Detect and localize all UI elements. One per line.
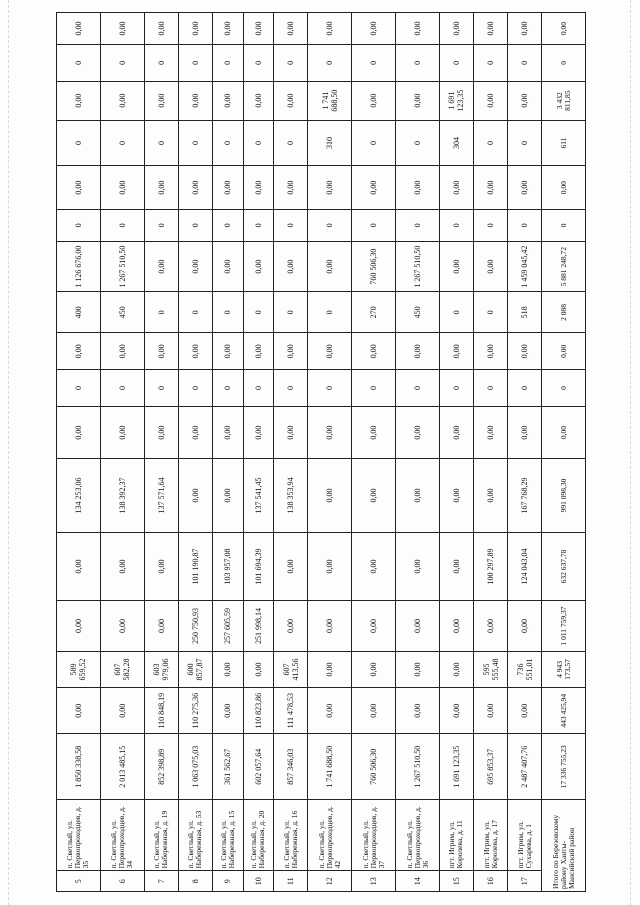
row-value: 0,00 — [100, 688, 144, 734]
row-value: 400 — [57, 292, 101, 333]
row-value: 1 267 510,50 — [396, 241, 440, 291]
row-value: 0,00 — [243, 406, 274, 459]
row-value: 0,00 — [396, 459, 440, 532]
row-address: п. Светлый, ул. Первопроходцев, д. 36 — [396, 800, 440, 871]
row-value: 0,00 — [274, 406, 308, 459]
row-value: 0 — [352, 209, 396, 241]
row-value: 0 — [144, 292, 178, 333]
row-value: 0,00 — [57, 406, 101, 459]
row-value: 589 659,52 — [57, 651, 101, 688]
row-value: 0,00 — [508, 13, 542, 45]
row-value: 0 — [352, 45, 396, 82]
row-value: 0,00 — [352, 688, 396, 734]
row-value: 0,00 — [352, 651, 396, 688]
row-value: 0 — [144, 370, 178, 407]
total-value: 1 011 759,37 — [542, 601, 586, 651]
row-address: п. Светлый, ул. Набережная, д. 53 — [178, 800, 212, 871]
row-value: 0,00 — [274, 166, 308, 209]
row-value: 0,00 — [308, 241, 352, 291]
row-value: 0,00 — [144, 241, 178, 291]
row-index: 10 — [243, 871, 274, 892]
row-value: 0,00 — [57, 601, 101, 651]
row-index: 9 — [212, 871, 243, 892]
row-value: 0,00 — [396, 13, 440, 45]
row-value: 0,00 — [100, 406, 144, 459]
row-value: 0 — [178, 45, 212, 82]
row-value: 0,00 — [178, 406, 212, 459]
row-value: 110 848,19 — [144, 688, 178, 734]
row-value: 270 — [352, 292, 396, 333]
row-value: 250 750,93 — [178, 601, 212, 651]
row-value: 450 — [396, 292, 440, 333]
row-value: 0,00 — [396, 688, 440, 734]
row-value: 0,00 — [178, 166, 212, 209]
row-value: 2 013 485,15 — [100, 734, 144, 800]
row-value: 137 541,45 — [243, 459, 274, 532]
row-value: 0,00 — [178, 13, 212, 45]
row-value: 760 506,30 — [352, 734, 396, 800]
row-value: 0 — [243, 292, 274, 333]
row-value: 0,00 — [144, 333, 178, 370]
row-value: 0 — [274, 292, 308, 333]
row-value: 0,00 — [352, 459, 396, 532]
row-value: 0,00 — [439, 532, 473, 601]
row-value: 0 — [439, 370, 473, 407]
total-value: 0,00 — [542, 166, 586, 209]
row-value: 310 — [308, 120, 352, 166]
row-index: 11 — [274, 871, 308, 892]
row-value: 450 — [100, 292, 144, 333]
row-value: 0 — [439, 292, 473, 333]
row-value: 0,00 — [274, 532, 308, 601]
row-value: 137 571,64 — [144, 459, 178, 532]
row-value: 0,00 — [352, 166, 396, 209]
row-value: 595 555,48 — [473, 651, 507, 688]
row-value: 0 — [508, 120, 542, 166]
row-value: 0,00 — [439, 651, 473, 688]
row-value: 760 506,30 — [352, 241, 396, 291]
row-value: 0,00 — [144, 81, 178, 120]
row-value: 0 — [212, 370, 243, 407]
total-value: 2 088 — [542, 292, 586, 333]
row-value: 0,00 — [212, 688, 243, 734]
row-value: 0,00 — [439, 13, 473, 45]
table-row — [352, 13, 396, 892]
row-value: 0,00 — [396, 406, 440, 459]
row-value: 0 — [274, 209, 308, 241]
row-value: 0,00 — [212, 406, 243, 459]
total-value: 0,00 — [542, 406, 586, 459]
row-value: 0,00 — [144, 166, 178, 209]
row-value: 0,00 — [57, 688, 101, 734]
row-value: 0,00 — [308, 601, 352, 651]
row-value: 0 — [308, 209, 352, 241]
row-value: 0,00 — [473, 601, 507, 651]
row-value: 0,00 — [308, 166, 352, 209]
row-value: 0,00 — [274, 81, 308, 120]
row-value: 0 — [508, 45, 542, 82]
row-address: п. Светлый, ул. Набережная, д. 16 — [274, 800, 308, 871]
row-value: 0,00 — [308, 532, 352, 601]
row-value: 1 126 676,00 — [57, 241, 101, 291]
table-row — [144, 13, 178, 892]
row-value: 0 — [243, 45, 274, 82]
row-value: 603 979,06 — [144, 651, 178, 688]
row-address: пгт. Игрим, ул. Королева, д. 11 — [439, 800, 473, 871]
row-value: 0 — [243, 209, 274, 241]
total-value: 443 425,94 — [542, 688, 586, 734]
row-address: п. Светлый, ул. Набережная, д. 20 — [243, 800, 274, 871]
row-index: 12 — [308, 871, 352, 892]
row-address: пгт. Игрим, ул. Сухарева, д. 1 — [508, 800, 542, 871]
row-value: 0 — [396, 370, 440, 407]
row-value: 0,00 — [396, 532, 440, 601]
row-value: 134 253,06 — [57, 459, 101, 532]
row-value: 0,00 — [274, 333, 308, 370]
table-body — [57, 13, 586, 892]
total-value: 0 — [542, 370, 586, 407]
row-value: 0,00 — [243, 333, 274, 370]
row-value: 1 459 045,42 — [508, 241, 542, 291]
row-value: 0 — [473, 370, 507, 407]
table-row — [100, 13, 144, 892]
row-value: 0 — [212, 120, 243, 166]
table-row — [274, 13, 308, 892]
row-value: 0 — [308, 45, 352, 82]
total-value: 5 881 248,72 — [542, 241, 586, 291]
row-value: 0,00 — [352, 406, 396, 459]
row-value: 0,00 — [57, 333, 101, 370]
row-value: 0 — [274, 120, 308, 166]
row-value: 0,00 — [212, 651, 243, 688]
row-value: 0,00 — [439, 166, 473, 209]
row-value: 0,00 — [144, 13, 178, 45]
table-row — [439, 13, 473, 892]
row-value: 101 694,39 — [243, 532, 274, 601]
row-value: 0 — [508, 370, 542, 407]
row-value: 0,00 — [439, 459, 473, 532]
row-value: 124 043,04 — [508, 532, 542, 601]
row-value: 607 582,28 — [100, 651, 144, 688]
row-value: 0,00 — [439, 333, 473, 370]
table-row — [178, 13, 212, 892]
row-value: 0,00 — [352, 532, 396, 601]
row-value: 0,00 — [396, 166, 440, 209]
row-value: 0,00 — [212, 81, 243, 120]
total-value: 0,00 — [542, 333, 586, 370]
row-value: 0,00 — [144, 601, 178, 651]
row-value: 0,00 — [352, 81, 396, 120]
scan-edge-right — [630, 0, 632, 905]
row-value: 1 741 688,50 — [308, 81, 352, 120]
total-value: 3 432 811,85 — [542, 81, 586, 120]
row-value: 0,00 — [473, 333, 507, 370]
row-value: 0 — [439, 209, 473, 241]
row-value: 0 — [473, 45, 507, 82]
total-value: 991 098,30 — [542, 459, 586, 532]
row-value: 0,00 — [212, 459, 243, 532]
row-value: 0,00 — [100, 13, 144, 45]
table-row — [473, 13, 507, 892]
row-value: 103 957,08 — [212, 532, 243, 601]
row-value: 0,00 — [144, 406, 178, 459]
row-value: 518 — [508, 292, 542, 333]
row-value: 0,00 — [508, 601, 542, 651]
row-value: 0,00 — [144, 532, 178, 601]
row-address: п. Светлый, ул. Первопроходцев, д. 34 — [100, 800, 144, 871]
row-value: 0,00 — [396, 651, 440, 688]
row-value: 0,00 — [352, 601, 396, 651]
row-value: 0,00 — [308, 13, 352, 45]
row-value: 0 — [212, 209, 243, 241]
row-value: 0,00 — [473, 81, 507, 120]
row-value: 0 — [144, 120, 178, 166]
total-value: 632 637,78 — [542, 532, 586, 601]
row-index: 8 — [178, 871, 212, 892]
row-value: 0,00 — [100, 81, 144, 120]
row-value: 0 — [100, 45, 144, 82]
row-index: 5 — [57, 871, 101, 892]
row-value: 1 267 510,50 — [396, 734, 440, 800]
row-value: 1 691 123,35 — [439, 734, 473, 800]
row-value: 0,00 — [352, 13, 396, 45]
row-value: 1 063 075,03 — [178, 734, 212, 800]
row-value: 0 — [308, 370, 352, 407]
row-value: 0,00 — [57, 13, 101, 45]
row-value: 0 — [439, 45, 473, 82]
row-value: 0 — [212, 45, 243, 82]
row-value: 0,00 — [212, 166, 243, 209]
table-row — [396, 13, 440, 892]
row-value: 167 768,29 — [508, 459, 542, 532]
row-value: 138 353,94 — [274, 459, 308, 532]
total-value: 0 — [542, 45, 586, 82]
total-row — [542, 13, 586, 892]
row-value: 0 — [178, 120, 212, 166]
row-value: 0,00 — [212, 241, 243, 291]
row-value: 1 741 688,50 — [308, 734, 352, 800]
row-value: 0,00 — [243, 651, 274, 688]
row-value: 0,00 — [396, 81, 440, 120]
row-value: 0,00 — [274, 601, 308, 651]
row-value: 0 — [178, 292, 212, 333]
scan-edge-left — [8, 0, 10, 905]
row-value: 0,00 — [243, 166, 274, 209]
row-value: 695 853,37 — [473, 734, 507, 800]
row-value: 0,00 — [100, 601, 144, 651]
row-value: 0,00 — [243, 81, 274, 120]
row-value: 0 — [508, 209, 542, 241]
row-value: 0,00 — [508, 688, 542, 734]
row-value: 110 275,36 — [178, 688, 212, 734]
row-value: 0,00 — [396, 333, 440, 370]
row-index: 13 — [352, 871, 396, 892]
row-value: 0,00 — [352, 333, 396, 370]
row-value: 602 057,64 — [243, 734, 274, 800]
row-value: 0,00 — [212, 13, 243, 45]
row-address: п. Светлый, ул. Первопроходцев, д. 37 — [352, 800, 396, 871]
row-value: 0 — [100, 120, 144, 166]
table-row — [243, 13, 274, 892]
row-value: 607 413,56 — [274, 651, 308, 688]
row-index: 6 — [100, 871, 144, 892]
total-value: 17 336 755,23 — [542, 734, 586, 800]
row-value: 0,00 — [473, 688, 507, 734]
total-label: Итого по Березовскому району Ханты-Мансийский район — [542, 800, 586, 892]
row-value: 0,00 — [308, 688, 352, 734]
row-value: 101 190,87 — [178, 532, 212, 601]
row-value: 0,00 — [473, 13, 507, 45]
row-value: 0,00 — [508, 406, 542, 459]
row-value: 0 — [308, 292, 352, 333]
row-value: 852 398,89 — [144, 734, 178, 800]
row-value: 111 478,53 — [274, 688, 308, 734]
row-value: 0 — [144, 209, 178, 241]
row-value: 0 — [100, 370, 144, 407]
row-value: 0 — [243, 370, 274, 407]
row-value: 2 487 407,76 — [508, 734, 542, 800]
row-value: 0,00 — [243, 241, 274, 291]
row-value: 0,00 — [439, 688, 473, 734]
row-value: 0 — [274, 370, 308, 407]
row-value: 0 — [57, 209, 101, 241]
repair-cost-table — [56, 12, 586, 892]
row-index: 7 — [144, 871, 178, 892]
row-value: 0,00 — [100, 532, 144, 601]
row-address: пгт. Игрим, ул. Королева, д. 17 — [473, 800, 507, 871]
total-value: 0 — [542, 209, 586, 241]
row-value: 0,00 — [178, 81, 212, 120]
row-value: 0 — [473, 120, 507, 166]
row-value: 0,00 — [308, 651, 352, 688]
row-value: 0 — [396, 209, 440, 241]
row-address: п. Светлый, ул. Набережная, д. 15 — [212, 800, 243, 871]
row-value: 0,00 — [396, 601, 440, 651]
row-value: 1 267 510,50 — [100, 241, 144, 291]
row-value: 0 — [212, 292, 243, 333]
row-value: 0,00 — [308, 459, 352, 532]
row-value: 0 — [473, 292, 507, 333]
row-value: 361 562,67 — [212, 734, 243, 800]
row-value: 0 — [274, 45, 308, 82]
row-value: 110 823,86 — [243, 688, 274, 734]
row-value: 0,00 — [57, 81, 101, 120]
row-value: 0 — [178, 209, 212, 241]
row-value: 0 — [352, 370, 396, 407]
row-value: 0,00 — [57, 532, 101, 601]
row-value: 0,00 — [178, 241, 212, 291]
row-address: п. Светлый, ул. Первопроходцев, д. 42 — [308, 800, 352, 871]
row-index: 14 — [396, 871, 440, 892]
row-value: 0,00 — [473, 459, 507, 532]
row-value: 100 297,89 — [473, 532, 507, 601]
row-value: 736 551,01 — [508, 651, 542, 688]
row-value: 0,00 — [274, 13, 308, 45]
rotated-table-wrapper — [56, 12, 586, 892]
table-row — [308, 13, 352, 892]
row-index: 17 — [508, 871, 542, 892]
row-value: 0 — [396, 45, 440, 82]
row-value: 0 — [57, 45, 101, 82]
row-value: 0,00 — [508, 166, 542, 209]
row-value: 0,00 — [100, 333, 144, 370]
row-value: 0,00 — [178, 333, 212, 370]
row-value: 0 — [352, 120, 396, 166]
row-value: 0,00 — [473, 241, 507, 291]
row-value: 0 — [473, 209, 507, 241]
row-value: 0,00 — [439, 241, 473, 291]
row-value: 0 — [57, 370, 101, 407]
row-value: 0,00 — [473, 166, 507, 209]
row-value: 0,00 — [439, 601, 473, 651]
row-value: 257 605,59 — [212, 601, 243, 651]
row-value: 0,00 — [243, 13, 274, 45]
row-value: 0,00 — [274, 241, 308, 291]
row-value: 251 998,14 — [243, 601, 274, 651]
row-value: 0,00 — [473, 406, 507, 459]
total-value: 4 943 173,57 — [542, 651, 586, 688]
row-value: 0,00 — [439, 406, 473, 459]
row-value: 1 850 338,58 — [57, 734, 101, 800]
row-value: 0,00 — [508, 81, 542, 120]
row-index: 16 — [473, 871, 507, 892]
row-value: 0,00 — [508, 333, 542, 370]
row-value: 0 — [243, 120, 274, 166]
table-row — [212, 13, 243, 892]
row-address: п. Светлый, ул. Первопроходцев, д. 35 — [57, 800, 101, 871]
row-value: 0 — [144, 45, 178, 82]
row-address: п. Светлый, ул. Набережная, д. 19 — [144, 800, 178, 871]
row-value: 0,00 — [308, 406, 352, 459]
row-value: 0,00 — [57, 166, 101, 209]
total-value: 0,00 — [542, 13, 586, 45]
row-index: 15 — [439, 871, 473, 892]
row-value: 857 346,03 — [274, 734, 308, 800]
row-value: 138 392,37 — [100, 459, 144, 532]
row-value: 1 691 123,35 — [439, 81, 473, 120]
row-value: 0 — [178, 370, 212, 407]
row-value: 0,00 — [178, 459, 212, 532]
row-value: 304 — [439, 120, 473, 166]
row-value: 0 — [100, 209, 144, 241]
row-value: 0,00 — [100, 166, 144, 209]
total-value: 611 — [542, 120, 586, 166]
row-value: 600 857,87 — [178, 651, 212, 688]
row-value: 0,00 — [212, 333, 243, 370]
row-value: 0 — [396, 120, 440, 166]
row-value: 0,00 — [308, 333, 352, 370]
row-value: 0 — [57, 120, 101, 166]
table-row — [508, 13, 542, 892]
table-row — [57, 13, 101, 892]
